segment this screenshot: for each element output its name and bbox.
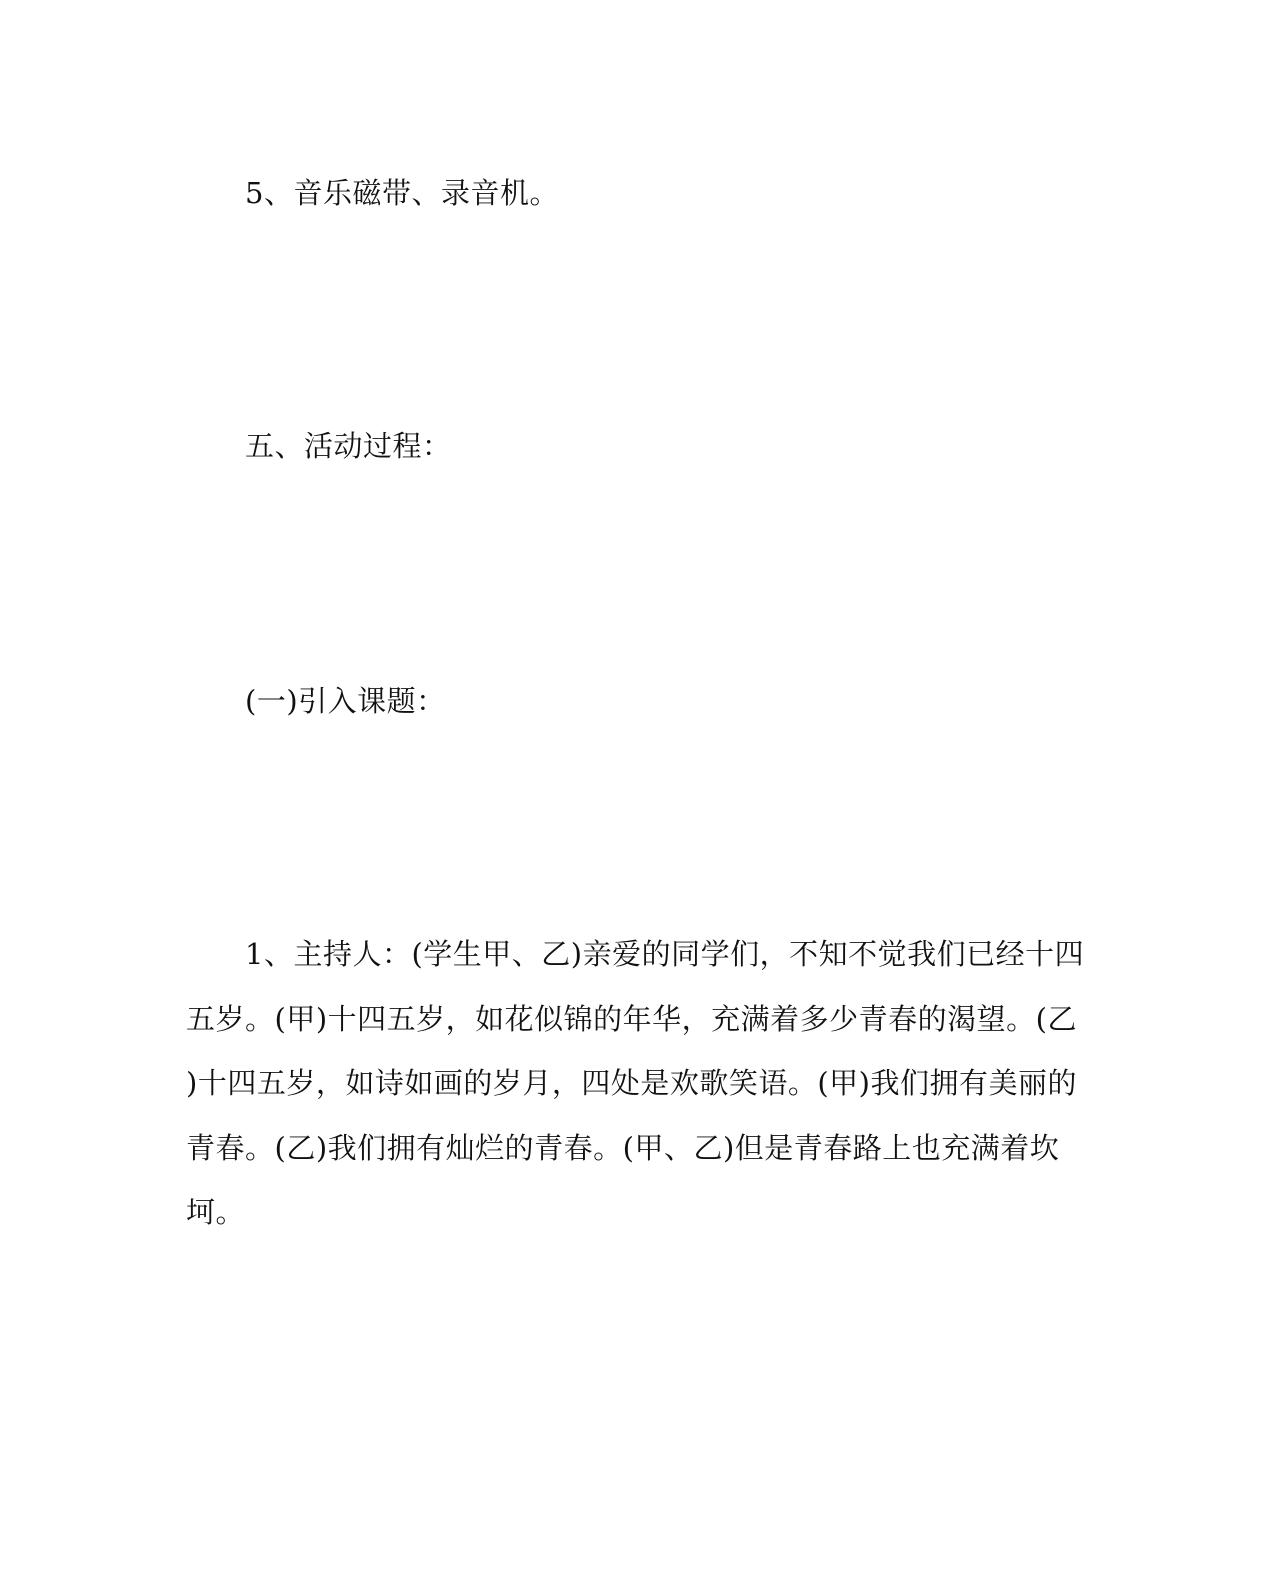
section-heading-activity-process: 五、活动过程： bbox=[245, 429, 452, 463]
paragraph-line: 1、主持人：(学生甲、乙)亲爱的同学们，不知不觉我们已经十四 bbox=[245, 937, 1085, 971]
paragraph-line: )十四五岁，如诗如画的岁月，四处是欢歌笑语。(甲)我们拥有美丽的 bbox=[186, 1066, 1077, 1100]
list-item-5: 5、音乐磁带、录音机。 bbox=[245, 176, 559, 210]
host-dialogue-paragraph bbox=[186, 922, 1086, 1245]
paragraph-line: 坷。 bbox=[186, 1195, 246, 1229]
paragraph-line: 青春。(乙)我们拥有灿烂的青春。(甲、乙)但是青春路上也充满着坎 bbox=[186, 1130, 1060, 1165]
subsection-heading-introduction: (一)引入课题： bbox=[245, 684, 446, 718]
paragraph-line: 五岁。(甲)十四五岁，如花似锦的年华，充满着多少青春的渴望。(乙 bbox=[186, 1001, 1077, 1036]
